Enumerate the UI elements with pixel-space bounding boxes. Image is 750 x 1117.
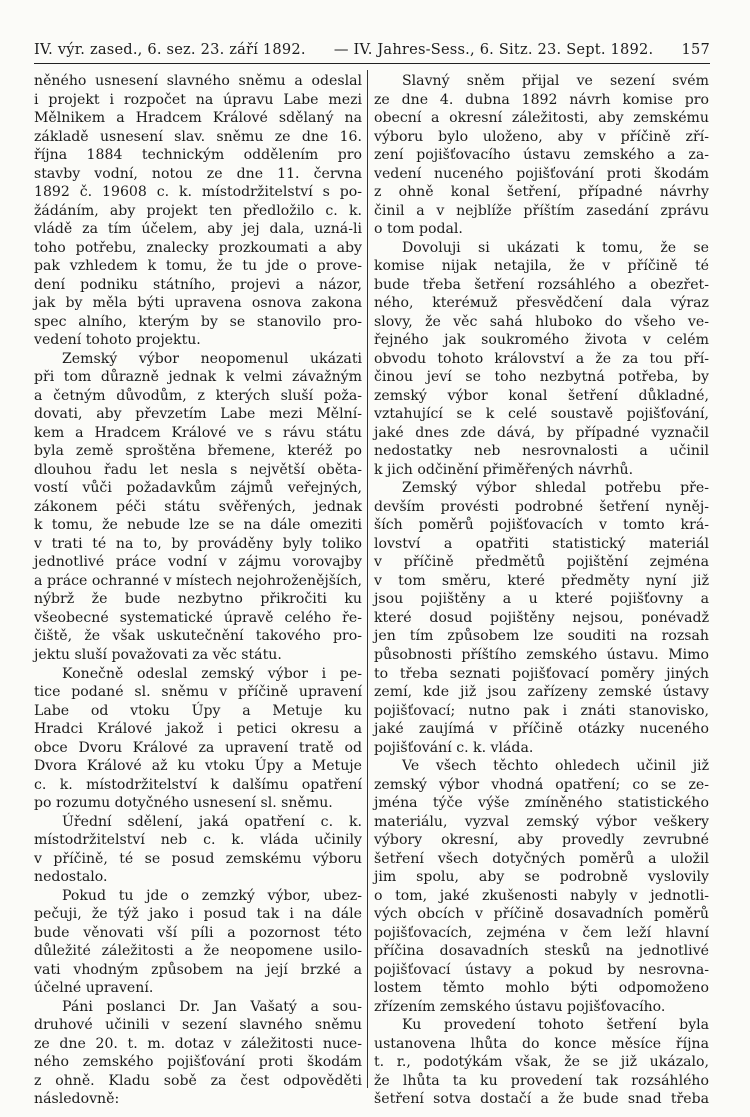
text-line: obecní a okresní záležitosti, aby zemskému bbox=[374, 110, 709, 127]
left-column bbox=[34, 72, 362, 1108]
text-line: vládě za tím účelem, aby jej dala, uzná-li bbox=[34, 221, 362, 238]
text-line: pojišťovacích, zejména v čem leží hlavní bbox=[374, 924, 709, 941]
text-line: dení podniku státního, projevi a názor, bbox=[34, 276, 362, 293]
text-line: zemský výbor konal šetření důkladné, bbox=[374, 387, 709, 404]
text-line: Slavný sněm přijal ve sezení svém bbox=[402, 73, 709, 89]
text-line: nýbrž že bude nezbytno přikročiti ku bbox=[34, 591, 362, 608]
text-line: řejného jak soukromého života v celém bbox=[374, 332, 709, 349]
text-line: z ohně. Kladu sobě za čest odpověděti bbox=[34, 1072, 362, 1089]
text-line: c. k. místodržitelství k dalšímu opatření bbox=[34, 776, 362, 793]
text-line: vati vhodným způsobem na její brzké a bbox=[34, 961, 362, 978]
text-line: stavby vodní, notou ze dne 11. června bbox=[34, 165, 362, 182]
text-line: Hradci Králové jakož i petici okresu a bbox=[34, 721, 362, 738]
text-line: z ohně konal šetření, případné návrhy bbox=[374, 184, 709, 201]
text-line: dovati, aby převzetím Labe mezi Mělní- bbox=[34, 406, 362, 423]
text-line: Zemský výbor neopomenul ukázati bbox=[62, 350, 362, 367]
text-line: šetření sotva dostačí a že bude snad třeba bbox=[374, 1091, 709, 1108]
text-line: Dvora Králové až ku vtoku Úpy a Metuje bbox=[34, 758, 362, 775]
text-line: ze dne 4. dubna 1892 návrh komise pro bbox=[374, 91, 709, 108]
header-left: IV. výr. zased., 6. sez. 23. září 1892. bbox=[34, 41, 306, 58]
text-line: slovy, že věc sahá hluboko do všeho ve- bbox=[374, 313, 709, 330]
text-line: Páni poslanci Dr. Jan Vašatý a sou- bbox=[62, 998, 362, 1015]
text-line: v příčině předmětů pojištění zejména bbox=[374, 554, 709, 571]
text-line: důležité záležitosti a že neopomene usilo- bbox=[34, 943, 362, 960]
text-line: Konečně odeslal zemský výbor i pe- bbox=[62, 665, 362, 682]
text-line: zřízením zemského ústavu pojišťovacího. bbox=[374, 998, 666, 1015]
text-line: k jich odčinění přiměřených návrhů. bbox=[374, 461, 634, 478]
text-line: pak vzhledem k tomu, že tu jde o prove- bbox=[34, 258, 362, 275]
text-line: zemí, kde již jsou zařízeny zemské ústavy bbox=[374, 684, 709, 701]
text-line: toho potřebu, znalecky prozkoumati a aby bbox=[34, 239, 362, 256]
text-line: Zemský výbor shledal potřebu pře- bbox=[402, 480, 709, 497]
text-line: při tom důrazně jednak k velmi závažným bbox=[34, 369, 362, 386]
text-line: něného usnesení slavného sněmu a odeslal bbox=[34, 73, 362, 89]
text-line: a četným důvodům, z kterých sluší poža- bbox=[34, 387, 362, 404]
text-line: jim spolu, aby se podrobně vyslovily bbox=[374, 869, 709, 886]
text-line: k tomu, že nebude lze se na dále omeziti bbox=[34, 517, 362, 534]
text-line: zákonem péči státu svěřených, jednak bbox=[34, 498, 362, 515]
text-line: komise nijak netajila, že v příčině té bbox=[374, 258, 709, 275]
text-line: jak by měla býti upravena osnova zakona bbox=[34, 295, 362, 312]
text-line: bude věnovati vší píli a pozornost této bbox=[34, 924, 362, 941]
text-line: činou jeví se toho nezbytná potřeba, by bbox=[374, 369, 709, 386]
text-line: Dovoluji si ukázati k tomu, že se bbox=[402, 239, 709, 256]
running-header bbox=[34, 34, 710, 58]
text-line: Ku provedení tohoto šetření byla bbox=[402, 1017, 709, 1034]
text-line: jsou pojištěny a u které pojišťovny a bbox=[374, 591, 709, 608]
text-line: vedení tohoto projektu. bbox=[34, 332, 201, 349]
text-line: nedostatky neb nesrovnalosti a učinil bbox=[374, 443, 709, 460]
text-line: vedení nuceného pojišťování proti škodám bbox=[374, 165, 709, 182]
text-line: ších poměrů pojišťovacích v tomto krá- bbox=[374, 517, 709, 534]
text-line: lovství a opatřiti statistický materiál bbox=[374, 535, 709, 552]
text-line: o tom podal. bbox=[374, 221, 463, 238]
text-line: Pokud tu jde o zemzký výbor, ubez- bbox=[62, 887, 362, 904]
text-line: Labe od vtoku Úpy a Metuje ku bbox=[34, 702, 362, 719]
text-line: obvodu tohoto království a že za tou pří- bbox=[374, 350, 709, 367]
text-line: to třeba seznati pojišťovací poměry jiných bbox=[374, 665, 709, 682]
text-line: o tom, jaké zkušenosti nabyly v jednotli- bbox=[374, 887, 709, 904]
text-line: jaké zaujímá v příčině otázky nuceného bbox=[374, 721, 709, 738]
text-line: působnosti příštího zemského ústavu. Mimo bbox=[374, 646, 709, 663]
text-line: zení pojišťovacího ústavu zemského a za- bbox=[374, 147, 709, 164]
text-line: vztahující se k celé soustavě pojišťování, bbox=[374, 406, 709, 423]
text-line: že lhůta ta ku provedení tak rozsáhlého bbox=[374, 1072, 709, 1089]
text-line: bude třeba šetření rozsáhlého a obezřet- bbox=[374, 276, 709, 293]
text-line: pojišťovací ústavy a pokud by nesrovna- bbox=[374, 961, 709, 978]
page-number: 157 bbox=[681, 41, 710, 58]
text-line: a práce ochranné v místech nejohroženějších, bbox=[34, 572, 362, 589]
text-line: nedostalo. bbox=[34, 869, 108, 886]
text-line: v příčině, té se posud zemskému výboru bbox=[34, 850, 362, 867]
text-line: ustanovena lhůta do konce měsíce října bbox=[374, 1035, 709, 1052]
text-line: všeobecné systematické úpravě celého ře- bbox=[34, 609, 362, 626]
right-column bbox=[374, 72, 709, 1108]
text-line: ného, kteréмuž přesvědčení dala výraz bbox=[374, 295, 709, 312]
text-line: pečuji, že týž jako i posud tak i na dále bbox=[34, 906, 362, 923]
text-line: po rozumu dotyčného usnesení sl. sněmu. bbox=[34, 795, 333, 812]
text-line: ného zemského pojišťování proti škodám bbox=[34, 1054, 362, 1071]
text-line: 1892 č. 19608 c. k. místodržitelství s po- bbox=[34, 184, 362, 201]
text-line: výbory okresní, aby provedly zevrubné bbox=[374, 832, 709, 849]
text-line: jen tím způsobem lze souditi na rozsah bbox=[374, 628, 709, 645]
text-line: základě usnesení slav. sněmu ze dne 16. bbox=[34, 128, 362, 145]
header-rule bbox=[34, 63, 710, 64]
text-line: které dosud pojištěny nejsou, ponévadž bbox=[374, 609, 709, 626]
text-line: Ve všech těchto ohledech učinil již bbox=[402, 758, 709, 775]
text-line: v trati té na to, by prováděny byly toliko bbox=[34, 535, 362, 552]
text-line: příčina dosavadních stesků na jednotlivé bbox=[374, 943, 709, 960]
text-line: činil a v nejblíže příštím zasedání zprávu bbox=[374, 202, 709, 219]
text-line: šetření všech dotyčných poměrů a uložil bbox=[374, 850, 709, 867]
text-line: obce Dvoru Králové za upravení tratě od bbox=[34, 739, 362, 756]
text-line: tice podané sl. sněmu v příčině upravení bbox=[34, 684, 362, 701]
text-line: ze dne 20. t. m. dotaz v záležitosti nuce- bbox=[34, 1035, 362, 1052]
text-line: Mělnikem a Hradcem Králové sdělaný na bbox=[34, 110, 362, 127]
column-separator bbox=[367, 70, 368, 1088]
text-line: druhové učinili v sezení slavného sněmu bbox=[34, 1017, 362, 1034]
text-line: lostem těmto mohlo býti odpomoženo bbox=[374, 980, 709, 997]
text-line: t. r., podotýkám však, že se již ukázalo, bbox=[374, 1054, 709, 1071]
text-line: zemský výbor vhodná opatření; co se ze- bbox=[374, 776, 709, 793]
text-line: kem a Hradcem Králové ve s rávu státu bbox=[34, 424, 362, 441]
text-line: následovně: bbox=[34, 1091, 120, 1108]
text-line: jména týče výše zmíněného statistického bbox=[374, 795, 709, 812]
text-line: místodržitelství neb c. k. vláda učinily bbox=[34, 832, 362, 849]
text-line: devším provésti podrobné šetření nyněj- bbox=[374, 498, 709, 515]
text-line: jaké dnes zde dává, by případné vyznačil bbox=[374, 424, 709, 441]
text-line: byla země sproštěna břemene, kteréž po bbox=[34, 443, 362, 460]
text-line: vostí vůči požadavkům zájmů veřejných, bbox=[34, 480, 362, 497]
text-line: i projekt i rozpočet na úpravu Labe mezi bbox=[34, 91, 362, 108]
text-line: čiště, že však uskutečnění takového pro- bbox=[34, 628, 362, 645]
text-line: října 1884 technickým oddělením pro bbox=[34, 147, 362, 164]
text-line: pojišťovací; nutno pak i znáti stanovisko, bbox=[374, 702, 709, 719]
text-line: účelné upravení. bbox=[34, 980, 154, 997]
text-line: spec alního, kterým by se stanovilo pro- bbox=[34, 313, 362, 330]
text-line: materiálu, vyzval zemský výbor veškery bbox=[374, 813, 709, 830]
text-line: v tom směru, které předměty nyní již bbox=[374, 572, 709, 589]
text-line: jednotlivé práce vodní v zájmu vorovajby bbox=[34, 554, 362, 571]
text-line: vých obcích v příčině dosavadních poměrů bbox=[374, 906, 709, 923]
text-line: jektu sluší považovati za věc státu. bbox=[34, 646, 282, 663]
text-line: výboru bylo uloženo, aby v příčině zří- bbox=[374, 128, 709, 145]
header-center: — IV. Jahres-Sess., 6. Sitz. 23. Sept. 1892. bbox=[333, 41, 654, 58]
text-line: dlouhou řadu let nesla s největší oběta- bbox=[34, 461, 362, 478]
text-line: žádáním, aby projekt ten předložilo c. k. bbox=[34, 202, 362, 219]
text-line: pojišťování c. k. vláda. bbox=[374, 739, 534, 756]
text-line: Úřední sdělení, jaká opatření c. k. bbox=[62, 813, 362, 830]
